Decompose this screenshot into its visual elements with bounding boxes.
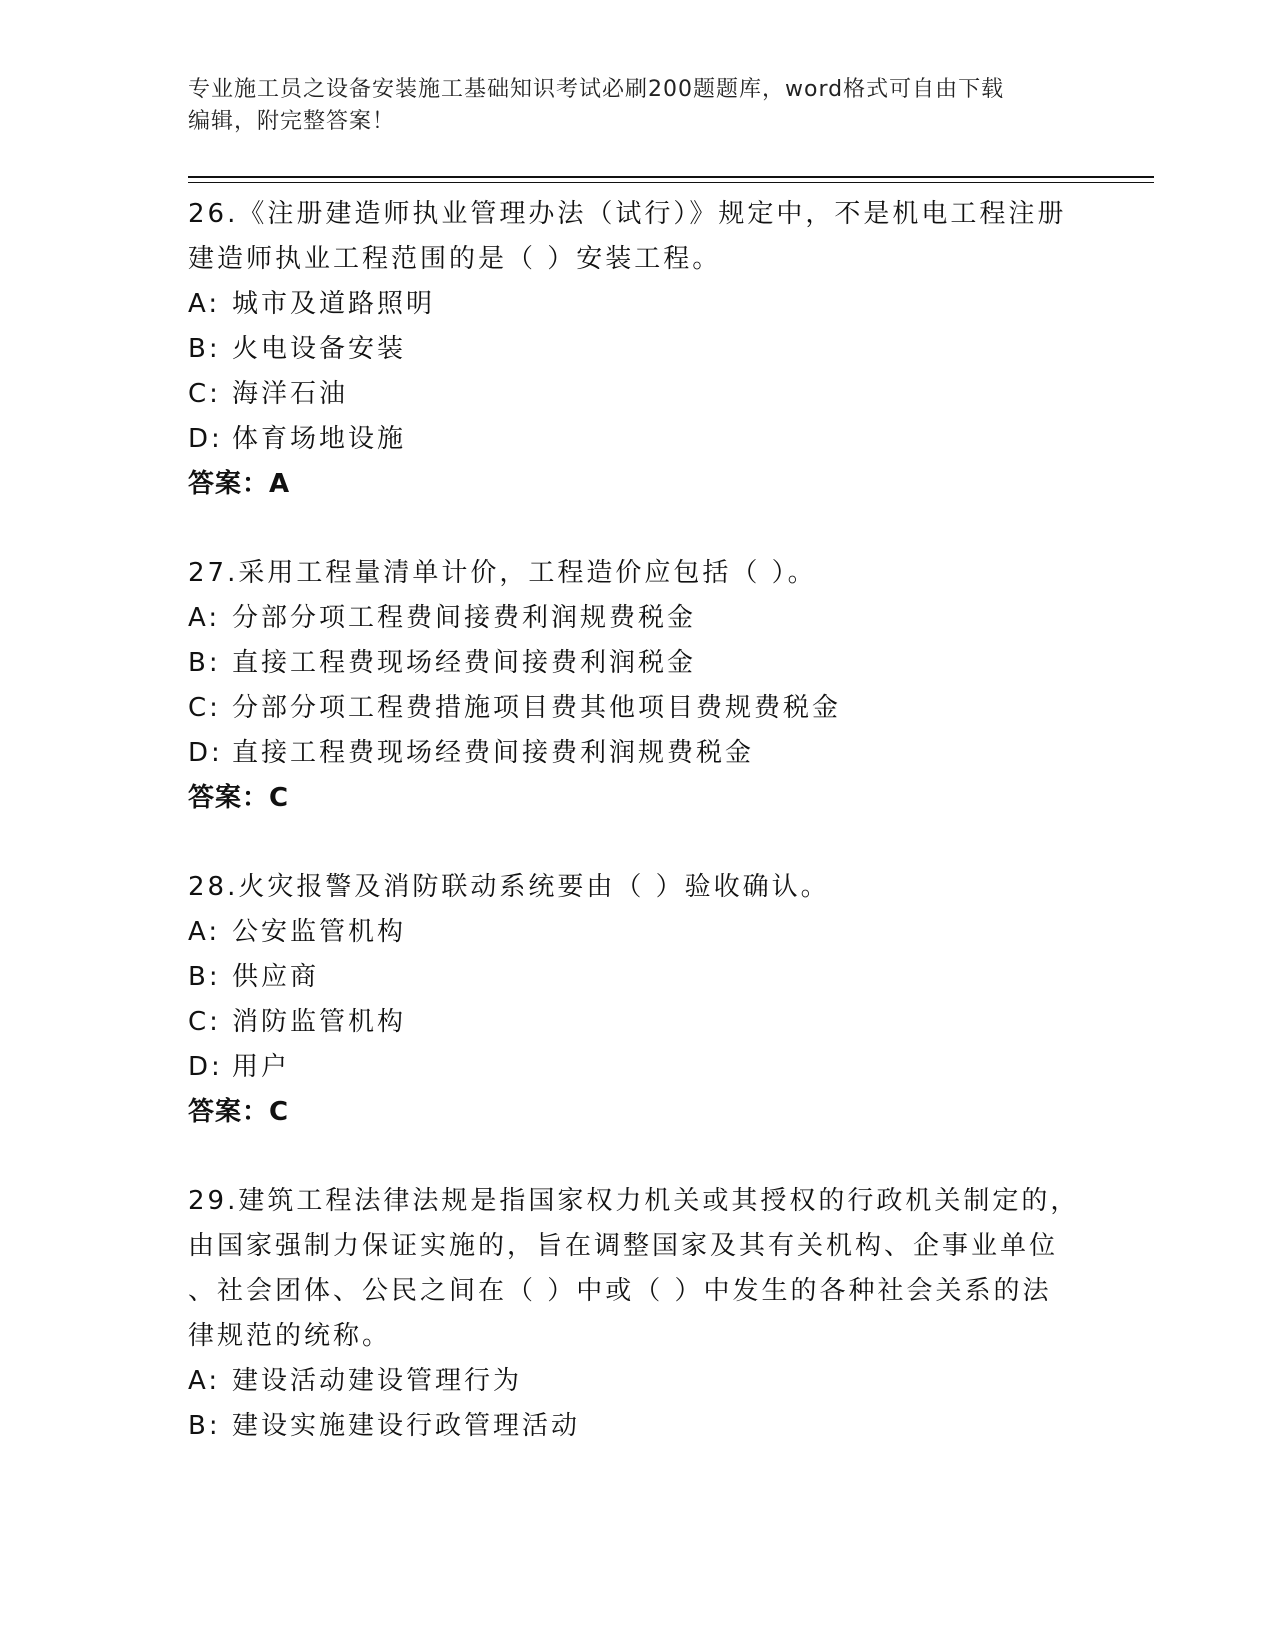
question-26: [188, 192, 1088, 507]
option-key: D:: [188, 1052, 223, 1082]
option-text: 供应商: [232, 962, 320, 992]
header-line-1: 专业施工员之设备安装施工基础知识考试必刷200题题库，word格式可自由下载: [188, 77, 1005, 102]
question-27: [188, 551, 1088, 821]
option-text: 分部分项工程费间接费利润规费税金: [232, 603, 697, 633]
question-stem-line: 由国家强制力保证实施的，旨在调整国家及其有关机构、企事业单位: [188, 1231, 1059, 1261]
option-text: 公安监管机构: [232, 917, 407, 947]
option-text: 建设实施建设行政管理活动: [232, 1411, 581, 1441]
option-key: B:: [188, 1411, 221, 1441]
option-key: B:: [188, 334, 221, 364]
header-divider-thick: [188, 176, 1154, 178]
option-d: [188, 1045, 1088, 1090]
option-key: A:: [188, 1366, 221, 1396]
header-line-2: 编辑，附完整答案！: [188, 109, 396, 134]
option-d: [188, 417, 1088, 462]
option-text: 直接工程费现场经费间接费利润税金: [232, 648, 697, 678]
option-text: 用户: [232, 1052, 291, 1082]
question-spacer: [188, 1135, 1088, 1179]
option-key: A:: [188, 917, 221, 947]
question-stem-line: 29.建筑工程法律法规是指国家权力机关或其授权的行政机关制定的，: [188, 1186, 1080, 1216]
question-spacer: [188, 507, 1088, 551]
option-a: [188, 1359, 1088, 1404]
option-b: [188, 327, 1088, 372]
answer-line: 答案：C: [188, 1097, 290, 1127]
option-text: 海洋石油: [232, 379, 349, 409]
option-a: [188, 282, 1088, 327]
question-29: [188, 1179, 1088, 1449]
option-text: 体育场地设施: [232, 424, 407, 454]
document-header: [188, 74, 1068, 138]
header-divider-thin: [188, 182, 1154, 183]
option-a: [188, 910, 1088, 955]
option-d: [188, 731, 1088, 776]
question-stem-line: 律规范的统称。: [188, 1321, 392, 1351]
question-stem-line: 27.采用工程量清单计价，工程造价应包括（ ）。: [188, 558, 817, 588]
option-c: [188, 1000, 1088, 1045]
option-b: [188, 955, 1088, 1000]
option-key: A:: [188, 603, 221, 633]
question-stem-line: 26.《注册建造师执业管理办法（试行）》规定中，不是机电工程注册: [188, 199, 1067, 229]
option-text: 直接工程费现场经费间接费利润规费税金: [232, 738, 755, 768]
question-list: [188, 192, 1088, 1449]
option-key: C:: [188, 693, 221, 723]
option-key: B:: [188, 962, 221, 992]
question-spacer: [188, 821, 1088, 865]
answer-line: 答案：C: [188, 783, 290, 813]
option-a: [188, 596, 1088, 641]
question-stem-line: 建造师执业工程范围的是（ ）安装工程。: [188, 244, 722, 274]
option-text: 消防监管机构: [232, 1007, 407, 1037]
option-text: 城市及道路照明: [232, 289, 436, 319]
question-stem-line: 、社会团体、公民之间在（ ）中或（ ）中发生的各种社会关系的法: [188, 1276, 1052, 1306]
question-stem-line: 28.火灾报警及消防联动系统要由（ ）验收确认。: [188, 872, 830, 902]
option-key: C:: [188, 1007, 221, 1037]
option-text: 建设活动建设管理行为: [232, 1366, 523, 1396]
option-key: A:: [188, 289, 221, 319]
option-key: B:: [188, 648, 221, 678]
option-key: D:: [188, 738, 223, 768]
option-key: D:: [188, 424, 223, 454]
answer-line: 答案：A: [188, 469, 291, 499]
option-c: [188, 686, 1088, 731]
option-b: [188, 641, 1088, 686]
option-b: [188, 1404, 1088, 1449]
option-text: 分部分项工程费措施项目费其他项目费规费税金: [232, 693, 842, 723]
option-key: C:: [188, 379, 221, 409]
question-28: [188, 865, 1088, 1135]
option-text: 火电设备安装: [232, 334, 407, 364]
option-c: [188, 372, 1088, 417]
